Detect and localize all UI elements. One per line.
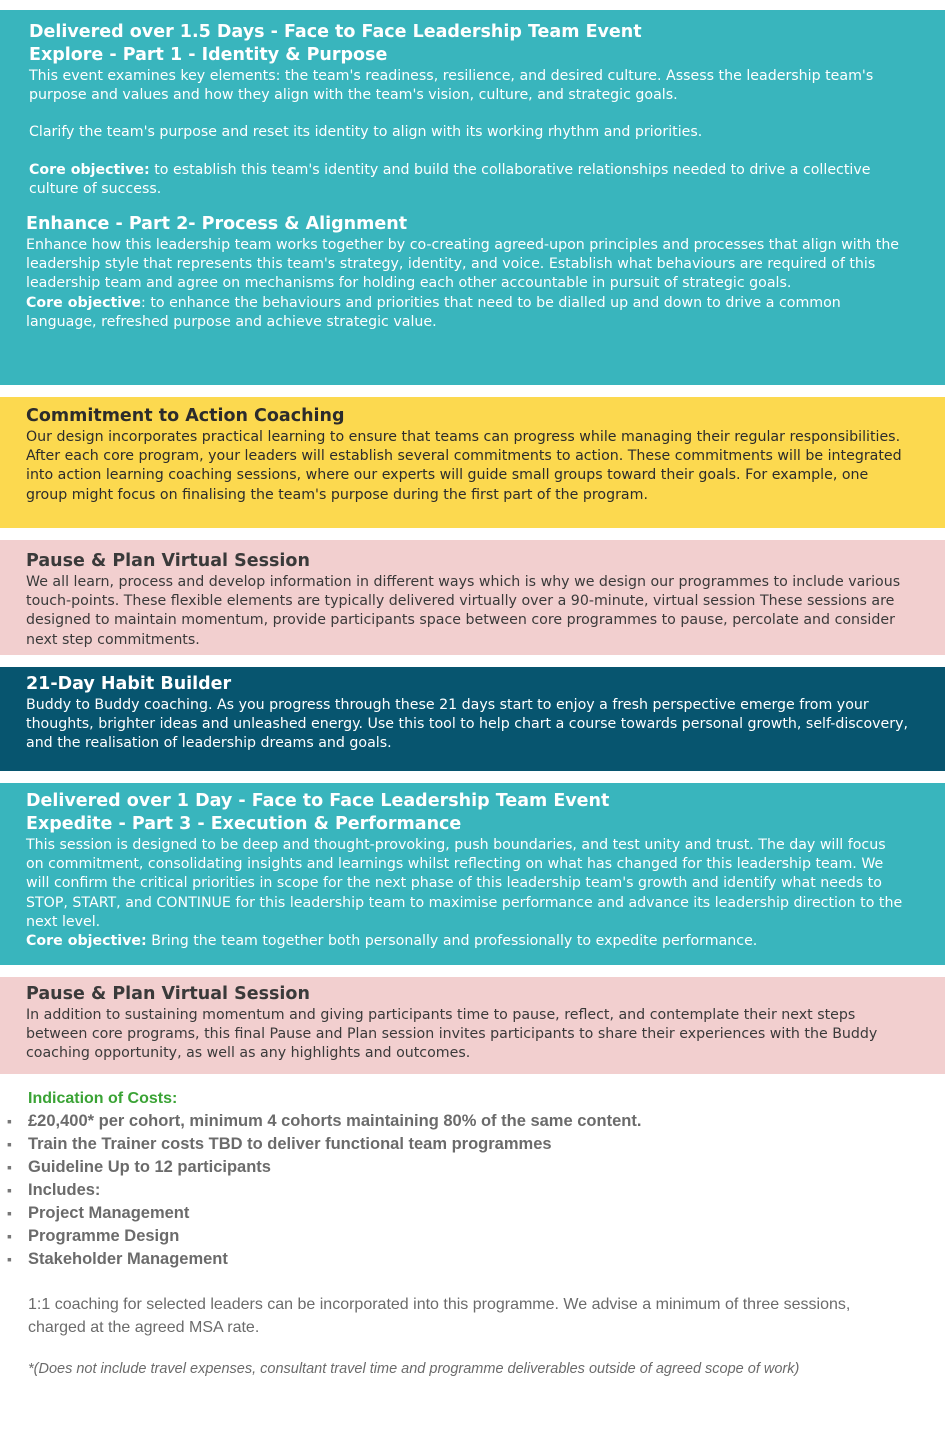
cost-item: ▪ Train the Trainer costs TBD to deliver functional team programmes: [28, 1133, 945, 1156]
core-objective-text: Bring the team together both personally and professionally to expedite performance.: [146, 933, 758, 950]
pause-plan-heading: Pause & Plan Virtual Session: [26, 551, 310, 571]
habit-builder-description: Buddy to Buddy coaching. As you progress through these 21 days start to enjoy a fresh perspective emerge from your thoughts, brighter ideas and unleashed energy. Use this tool to help chart a course towards personal growth, self-discovery, and the realisation of leadership dreams and goals.: [26, 697, 909, 752]
explore-delivery-heading: Delivered over 1.5 Days - Face to Face Leadership Team Event: [29, 22, 642, 42]
coaching-note: 1:1 coaching for selected leaders can be incorporated into this programme. We advise a minimum of three sessions, charged at the agreed MSA rate.: [28, 1296, 851, 1336]
explore-description: This event examines key elements: the team's readiness, resilience, and desired culture. Assess the leadership team's purpose and values and how they align with the team's vision, culture, and strategic goals.: [29, 68, 874, 104]
costs-section: [0, 1088, 945, 1379]
expedite-delivery-heading: Delivered over 1 Day - Face to Face Leadership Team Event: [26, 791, 610, 811]
includes-item: ▪ Project Management: [28, 1202, 945, 1225]
explore-part-heading: Explore - Part 1 - Identity & Purpose: [29, 45, 388, 65]
pause-plan-description: In addition to sustaining momentum and giving participants time to pause, reflect, and contemplate their next steps between core programs, this final Pause and Plan session invites participants to share their experiences with the Buddy coaching opportunity, as well as any highlights and outcomes.: [26, 1007, 878, 1062]
habit-builder-heading: 21-Day Habit Builder: [26, 674, 232, 694]
enhance-description: Enhance how this leadership team works together by co-creating agreed-upon principles and processes that align with the leadership style that represents this team's strategy, identity, and voice. Establish what behaviours are required of this leadership team and agree on mechanisms for holding each other accountable in pursuit of strategic goals.: [26, 237, 900, 292]
includes-items-list: [28, 1202, 945, 1271]
explore-clarify-text: Clarify the team's purpose and reset its identity to align with its working rhythm and priorities.: [29, 124, 703, 141]
cost-footnote: *(Does not include travel expenses, consultant travel time and programme deliverables outside of agreed scope of work): [28, 1361, 800, 1377]
pause-plan-heading: Pause & Plan Virtual Session: [26, 984, 310, 1004]
costs-title: Indication of Costs:: [28, 1090, 178, 1107]
explore-core-objective: [29, 161, 903, 199]
core-objective-text: : to enhance the behaviours and priorities that need to be dialled up and down to drive a common language, refreshed purpose and achieve strategic value.: [26, 294, 841, 330]
explore-enhance-section: [0, 10, 945, 385]
pause-plan-description: We all learn, process and develop information in different ways which is why we design our programmes to include various touch-points. These flexible elements are typically delivered virtually over a 90-minute, virtual session These sessions are designed to maintain momentum, provide participants space between core programmes to pause, percolate and consider next step commitments.: [26, 574, 901, 648]
expedite-description: This session is designed to be deep and thought-provoking, push boundaries, and test unity and trust. The day will focus on commitment, consolidating insights and learnings whilst reflecting on what has changed for this leadership team. We will confirm the critical priorities in scope for the next phase of this leadership team's growth and identify what needs to STOP, START, and CONTINUE for this leadership team to maximise performance and advance its leadership direction to the next level.: [26, 837, 903, 930]
commitment-description: Our design incorporates practical learning to ensure that teams can progress while managing their regular responsibilities. After each core program, your leaders will establish several commitments to action. These commitments will be integrated into action learning coaching sessions, where our experts will guide small groups toward their goals. For example, one group might focus on finalising the team's purpose during the first part of the program.: [26, 429, 902, 503]
expedite-core-objective: [26, 932, 905, 951]
enhance-core-objective: [26, 294, 903, 332]
includes-label: ▪ Includes:: [28, 1179, 945, 1202]
cost-item: ▪ Guideline Up to 12 participants: [28, 1156, 945, 1179]
core-objective-label: Core objective: [26, 294, 142, 311]
core-objective-text: to establish this team's identity and build the collaborative relationships needed to drive a collective culture of success.: [29, 161, 871, 197]
core-objective-label: Core objective:: [29, 161, 150, 178]
includes-list: [28, 1179, 945, 1202]
cost-item: ▪ £20,400* per cohort, minimum 4 cohorts maintaining 80% of the same content.: [28, 1110, 945, 1133]
cost-items-list: [28, 1110, 945, 1179]
commitment-heading: Commitment to Action Coaching: [26, 406, 345, 426]
pause-plan-section-2: [0, 977, 945, 1074]
commitment-coaching-section: [0, 397, 945, 528]
pause-plan-section-1: [0, 540, 945, 655]
includes-item: ▪ Stakeholder Management: [28, 1248, 945, 1271]
core-objective-label: Core objective:: [26, 933, 147, 950]
habit-builder-section: [0, 667, 945, 771]
expedite-section: [0, 783, 945, 965]
includes-item: ▪ Programme Design: [28, 1225, 945, 1248]
expedite-part-heading: Expedite - Part 3 - Execution & Performance: [26, 814, 462, 834]
enhance-heading: Enhance - Part 2- Process & Alignment: [26, 214, 408, 235]
